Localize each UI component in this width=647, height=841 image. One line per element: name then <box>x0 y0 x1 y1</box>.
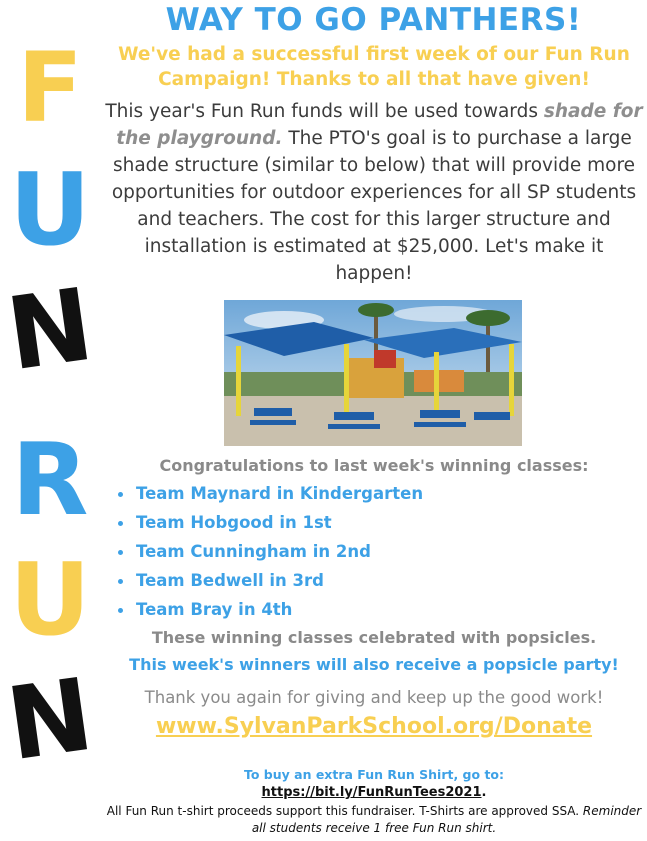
winner-label: Team Bray in 4th <box>136 600 293 619</box>
description-rest: The PTO's goal is to purchase a large shade structure (similar to below) that will provide more opportunities for outdoor experiences for all SP students and teachers. The cost for this larger structure and installation is estimated at $25,000. Let's make it happen! <box>111 128 637 284</box>
banner-letter: U <box>9 541 91 658</box>
fine-print-reminder: Reminder all students receive 1 free Fun Run shirt. <box>251 804 642 835</box>
celebrated-text: These winning classes celebrated with popsicles. <box>151 628 597 647</box>
winner-label: Team Hobgood in 1st <box>136 513 332 532</box>
list-item <box>118 569 423 598</box>
list-item <box>118 540 423 569</box>
shade-structure-photo <box>224 300 522 446</box>
bullet-icon <box>118 608 123 613</box>
fine-print <box>104 803 644 837</box>
bullet-icon <box>118 492 123 497</box>
winners-list <box>118 482 423 627</box>
winner-label: Team Maynard in Kindergarten <box>136 484 424 503</box>
banner-letter: U <box>9 151 91 268</box>
banner-letter: N <box>0 265 100 394</box>
campaign-description <box>104 98 644 287</box>
list-item <box>118 598 423 627</box>
subtitle: We've had a successful first week of our Fun Run Campaign! Thanks to all that have given! <box>118 44 630 90</box>
bullet-icon <box>118 521 123 526</box>
list-item <box>118 511 423 540</box>
donate-link[interactable]: www.SylvanParkSchool.org/Donate <box>155 714 593 739</box>
page-title: WAY TO GO PANTHERS! <box>165 2 582 38</box>
this-week-text: This week's winners will also receive a popsicle party! <box>129 655 619 674</box>
banner-letter: F <box>17 32 83 144</box>
list-item <box>118 482 423 511</box>
winner-label: Team Bedwell in 3rd <box>136 571 324 590</box>
fine-print-text: All Fun Run t-shirt proceeds support this fundraiser. T-Shirts are approved SSA. <box>106 804 583 818</box>
bullet-icon <box>118 579 123 584</box>
bullet-icon <box>118 550 123 555</box>
thanks-text: Thank you again for giving and keep up the good work! <box>144 688 604 707</box>
banner-letter: R <box>11 421 89 538</box>
description-emphasis: shade for the playground. <box>116 101 643 149</box>
winners-heading: Congratulations to last week's winning classes: <box>159 456 589 475</box>
shirt-link-line <box>104 785 644 800</box>
shirt-link[interactable]: https://bit.ly/FunRunTees2021 <box>261 785 482 800</box>
description-intro: This year's Fun Run funds will be used towards <box>105 101 544 122</box>
banner-letter: N <box>0 655 100 784</box>
winner-label: Team Cunningham in 2nd <box>136 542 371 561</box>
shirt-link-suffix: . <box>481 785 487 800</box>
buy-shirt-text: To buy an extra Fun Run Shirt, go to: <box>243 767 505 782</box>
